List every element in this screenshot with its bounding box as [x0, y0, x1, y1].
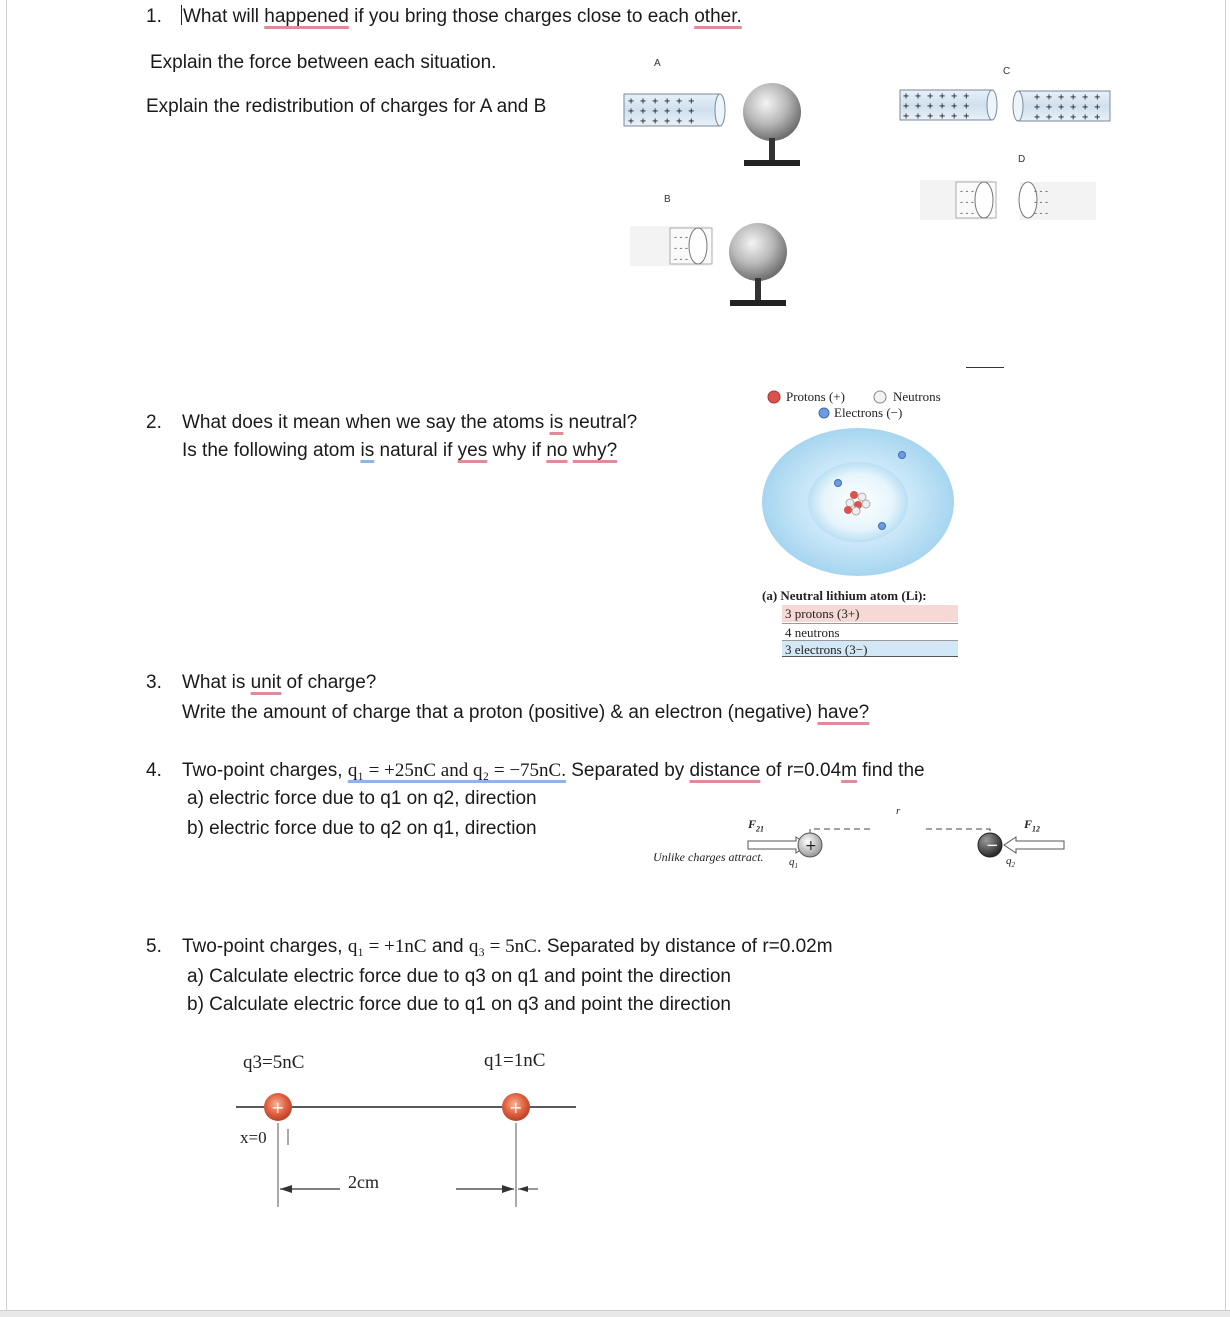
fig-q1-label: $q_1$ — [789, 856, 798, 871]
q5-part-b: b) Calculate electric force due to q1 on q3 and point the direction — [187, 994, 731, 1015]
legend-electrons: Electrons (−) — [834, 405, 903, 420]
figure-c-two-positive-rods — [898, 86, 1113, 130]
q1-number: 1. — [146, 6, 162, 27]
q4-part-b: b) electric force due to q2 on q1, direction — [187, 818, 537, 839]
lithium-atom-diagram — [760, 425, 960, 580]
legend-neutrons: Neutrons — [893, 389, 941, 404]
fig-label-c: C — [1003, 66, 1011, 77]
fig-r-label: r — [896, 805, 901, 817]
figure-d-two-negative-rods — [920, 176, 1100, 226]
svg-text:+ + + + + +: + + + + + + — [628, 106, 695, 117]
q1-line3: Explain the redistribution of charges for A and B — [146, 96, 547, 117]
q1-title: What will happened if you bring those charges close to each other. — [183, 6, 742, 27]
q4-line1: Two-point charges, q₁ = +25nC and q₂ = −75nC. Separated by distance of r=0.04m find the — [182, 760, 925, 781]
q4-part-a: a) electric force due to q1 on q2, direction — [187, 788, 537, 809]
svg-text:- - -: - - - — [960, 208, 974, 218]
fig-label-a: A — [654, 58, 661, 69]
q2-line2: Is the following atom is natural if yes why if no why? — [182, 440, 618, 461]
svg-text:- - -: - - - — [960, 197, 974, 207]
q3-line2: Write the amount of charge that a proton (positive) & an electron (negative) have? — [182, 702, 870, 723]
svg-text:- - -: - - - — [1034, 208, 1048, 218]
svg-text:+ + + + + +: + + + + + + — [903, 91, 970, 102]
svg-text:+ + + + + +: + + + + + + — [1034, 102, 1101, 113]
divider-line — [966, 367, 1004, 368]
svg-text:+ + + + + +: + + + + + + — [903, 111, 970, 122]
fig-label-d: D — [1018, 154, 1026, 165]
fig-q2-label: $q_2$ — [1006, 855, 1015, 870]
svg-text:+: + — [805, 838, 817, 854]
svg-text:+ + + + + +: + + + + + + — [1034, 112, 1101, 123]
svg-text:- - -: - - - — [960, 186, 974, 196]
q2-number: 2. — [146, 412, 162, 433]
svg-text:- - -: - - - — [674, 232, 688, 242]
q1-line2: Explain the force between each situation. — [150, 52, 497, 73]
q3-number: 3. — [146, 672, 162, 693]
legend-protons: Protons (+) — [786, 389, 845, 404]
atom-row-neutrons: 4 neutrons — [782, 623, 958, 640]
fig-label-b: B — [664, 194, 671, 205]
figure-a-rod-and-sphere — [622, 82, 812, 172]
svg-text:+: + — [271, 1098, 285, 1117]
svg-text:- - -: - - - — [674, 254, 688, 264]
svg-text:+: + — [509, 1098, 523, 1117]
q5-number: 5. — [146, 936, 162, 957]
fig-unlike-caption: Unlike charges attract. — [653, 850, 764, 864]
svg-text:+ + + + + +: + + + + + + — [628, 116, 695, 127]
fig-distance-label: 2cm — [348, 1172, 379, 1192]
fig-f21-label: $F_{21}$ — [748, 817, 765, 834]
atom-row-protons: 3 protons (3+) — [782, 605, 958, 622]
fig-q3-label: q3=5nC — [243, 1052, 305, 1073]
svg-text:- - -: - - - — [1034, 197, 1048, 207]
text-cursor — [181, 5, 182, 25]
fig-q1-charge-label: q1=1nC — [484, 1050, 546, 1071]
q2-line1: What does it mean when we say the atoms is neutral? — [182, 412, 638, 433]
q3-line1: What is unit of charge? — [182, 672, 377, 693]
atom-caption: (a) Neutral lithium atom (Li): — [762, 588, 927, 603]
atom-row-electrons: 3 electrons (3−) — [782, 640, 958, 657]
figure-b-rod-and-sphere — [630, 220, 820, 310]
svg-text:- - -: - - - — [1034, 186, 1048, 196]
q5-part-a: a) Calculate electric force due to q3 on q1 and point the direction — [187, 966, 731, 987]
q5-line1: Two-point charges, q₁ = +1nC and q₃ = 5nC. Separated by distance of r=0.02m — [182, 936, 833, 957]
q4-number: 4. — [146, 760, 162, 781]
q5-line-figure — [230, 1085, 590, 1210]
svg-text:- - -: - - - — [674, 243, 688, 253]
svg-text:+ + + + + +: + + + + + + — [903, 101, 970, 112]
fig-f12-label: $F_{12}$ — [1024, 817, 1041, 834]
fig-x0-label: x=0 — [240, 1128, 267, 1147]
svg-text:+ + + + + +: + + + + + + — [628, 96, 695, 107]
svg-text:+ + + + + +: + + + + + + — [1034, 92, 1101, 103]
svg-text:−: − — [986, 836, 999, 854]
